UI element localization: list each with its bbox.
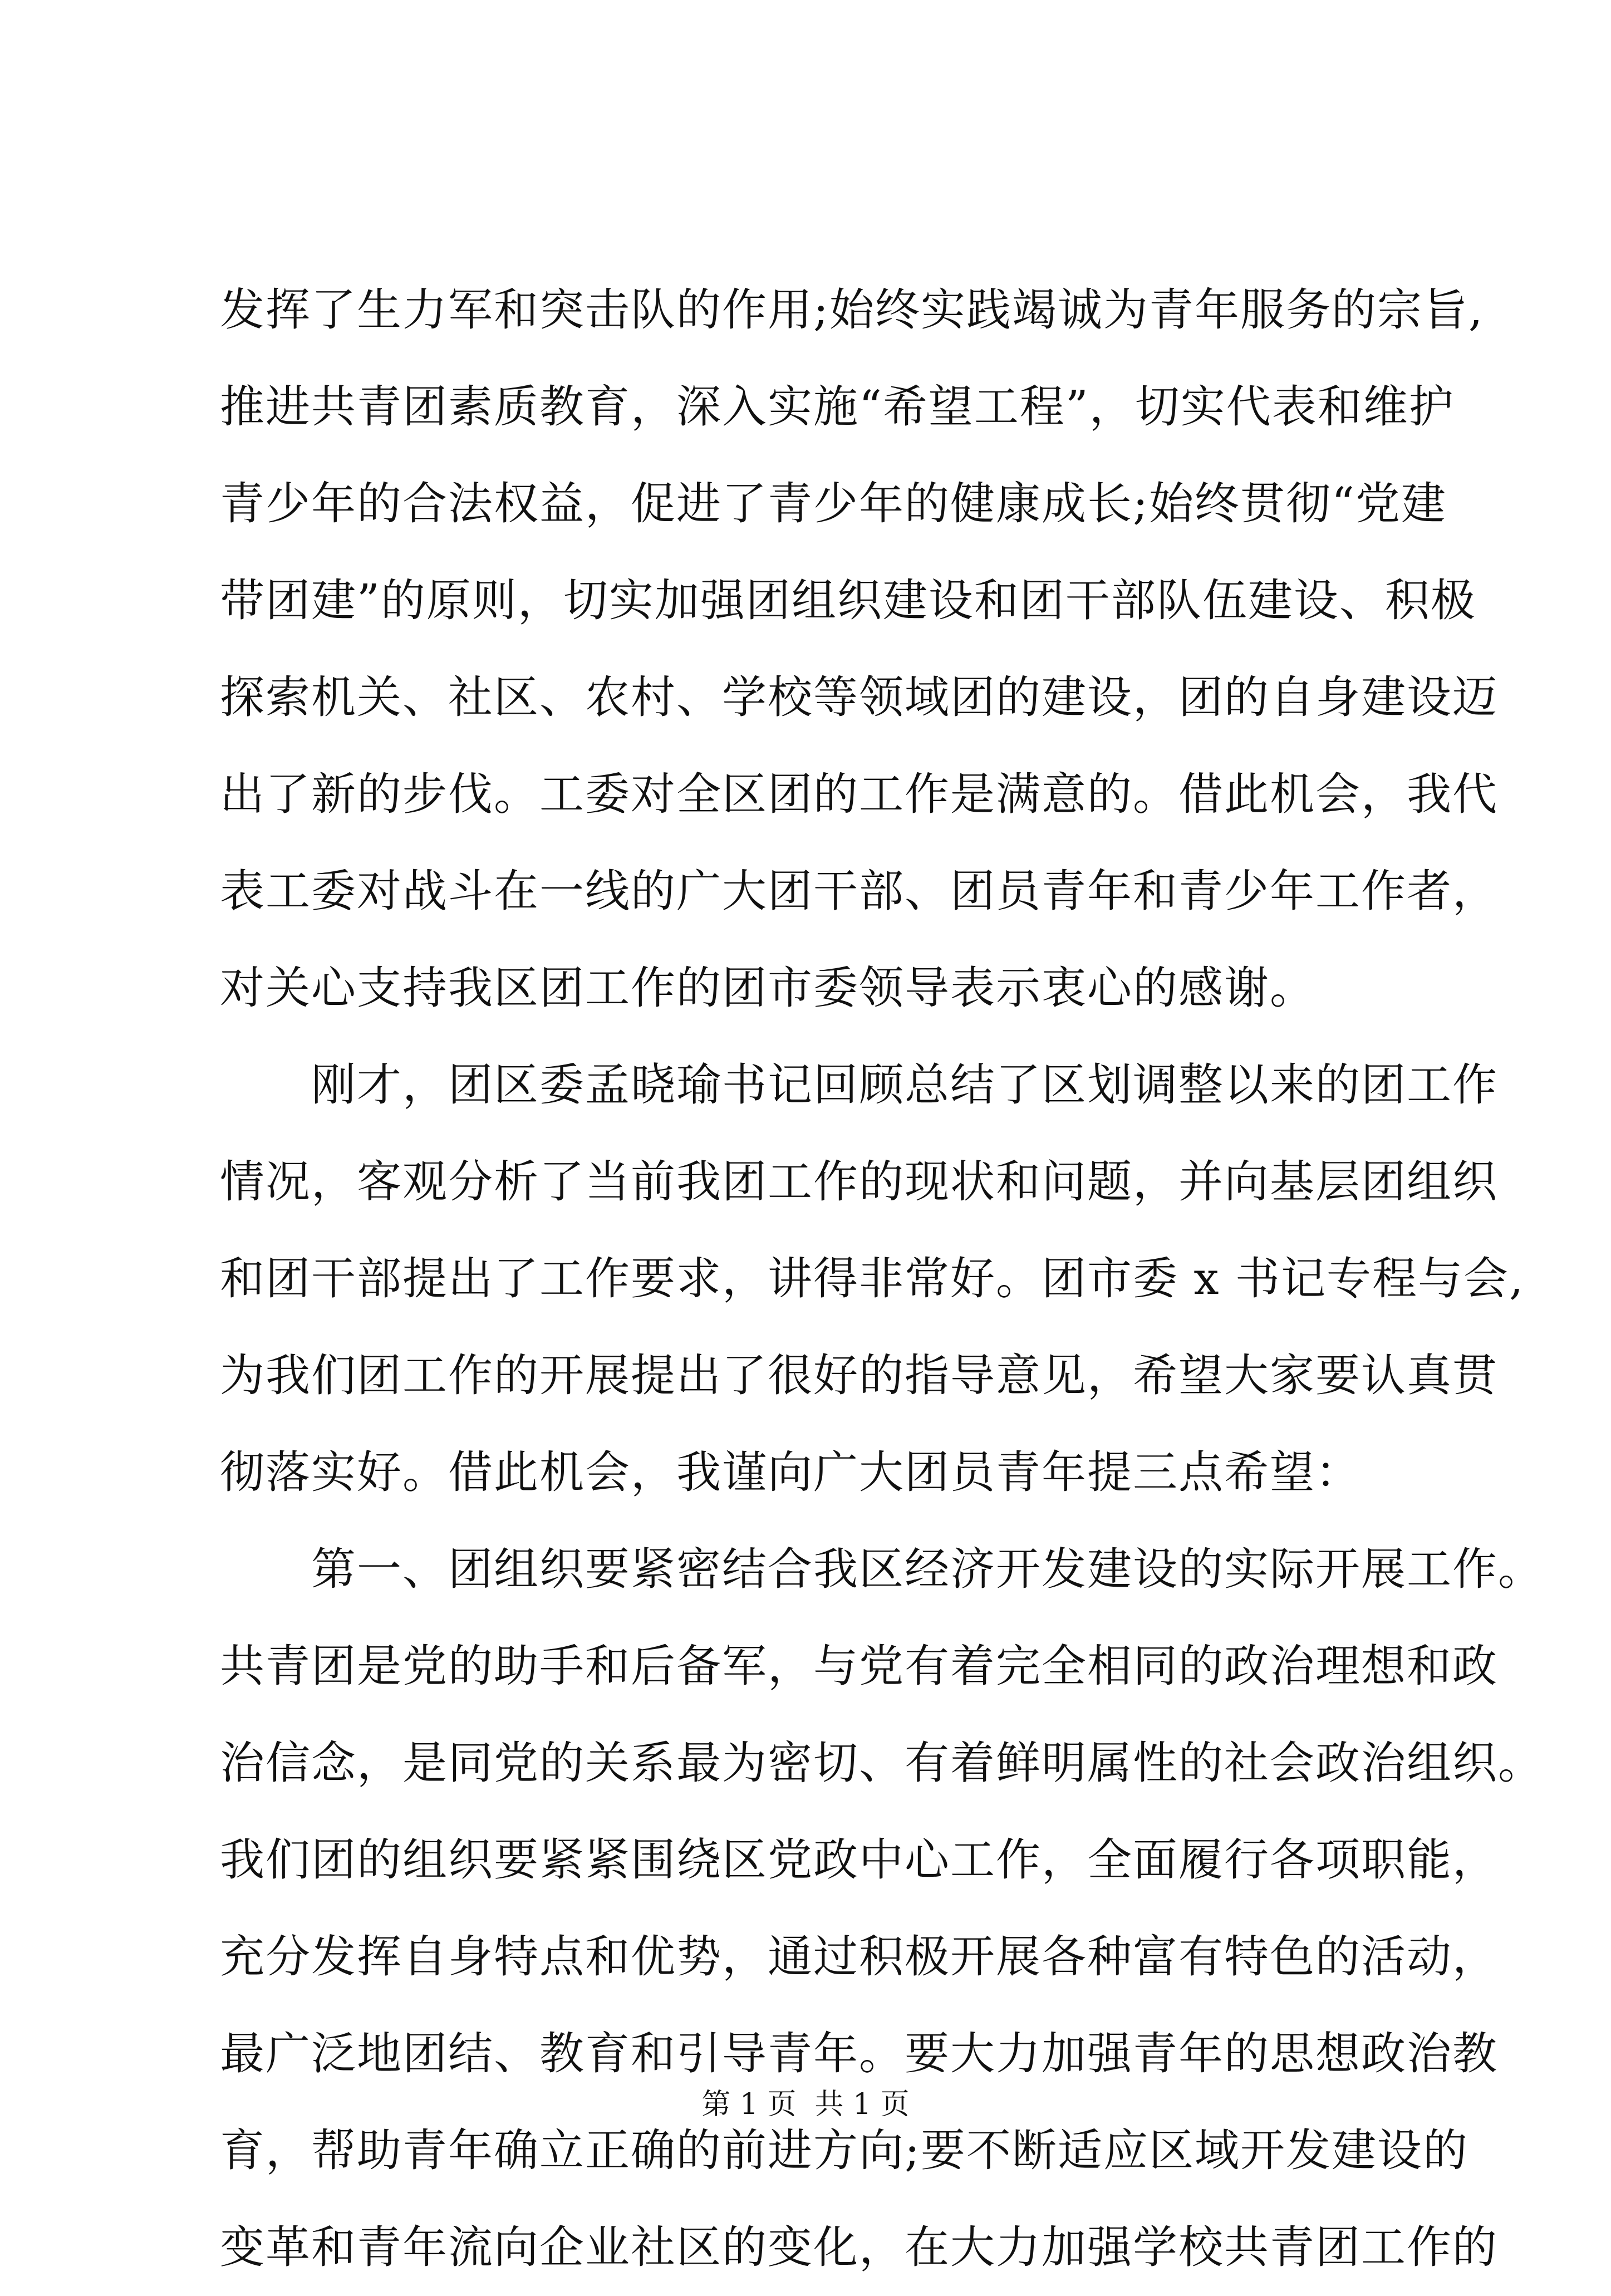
text-line: 最广泛地团结、教育和引导青年。要大力加强青年的思想政治教 [220,2028,1498,2079]
text-line: 充分发挥自身特点和优势，通过积极开展各种富有特色的活动， [220,1931,1498,1983]
text-line: 带团建”的原则，切实加强团组织建设和团干部队伍建设、积极 [220,575,1476,626]
text-line: 变革和青年流向企业社区的变化，在大力加强学校共青团工作的 [220,2221,1498,2273]
text-line: 表工委对战斗在一线的广大团干部、团员青年和青少年工作者， [220,865,1498,917]
text-line: 发挥了生力军和突击队的作用;始终实践竭诚为青年服务的宗旨, [220,284,1484,336]
text-line: 出了新的步伐。工委对全区团的工作是满意的。借此机会，我代 [220,768,1498,820]
text-line: 青少年的合法权益，促进了青少年的健康成长;始终贯彻“党建 [220,478,1447,529]
text-line: 共青团是党的助手和后备军，与党有着完全相同的政治理想和政 [220,1640,1498,1692]
text-line: 对关心支持我区团工作的团市委领导表示衷心的感谢。 [220,962,1315,1014]
page-number-footer: 第 1 页 共 1 页 [701,2088,910,2121]
text-line: 治信念，是同党的关系最为密切、有着鲜明属性的社会政治组织。 [220,1737,1544,1789]
text-line: 彻落实好。借此机会，我谨向广大团员青年提三点希望： [220,1446,1361,1498]
text-line: 和团干部提出了工作要求，讲得非常好。团市委 x 书记专程与会, [220,1253,1525,1304]
text-line: 探索机关、社区、农村、学校等领域团的建设，团的自身建设迈 [220,671,1498,723]
text-line: 我们团的组织要紧紧围绕区党政中心工作，全面履行各项职能， [220,1834,1498,1886]
text-line: 第一、团组织要紧密结合我区经济开发建设的实际开展工作。 [220,1543,1544,1595]
text-line: 推进共青团素质教育，深入实施“希望工程”，切实代表和维护 [220,381,1455,433]
text-line: 刚才，团区委孟晓瑜书记回顾总结了区划调整以来的团工作 [220,1059,1498,1111]
text-line: 为我们团工作的开展提出了很好的指导意见，希望大家要认真贯 [220,1350,1498,1401]
text-line: 情况，客观分析了当前我团工作的现状和问题，并向基层团组织 [220,1156,1498,1208]
document-body [220,262,1544,2296]
text-line: 育，帮助青年确立正确的前进方向;要不断适应区域开发建设的 [220,2125,1468,2176]
